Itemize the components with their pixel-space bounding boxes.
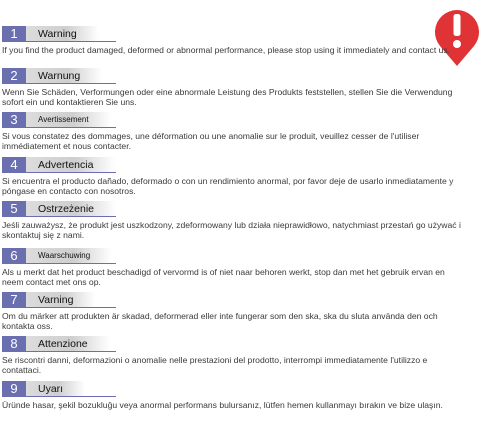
section-9 [2, 381, 472, 410]
section-header [2, 68, 472, 84]
section-heading: Attenzione [26, 336, 110, 352]
section-text: Als u merkt dat het product beschadigd of vervormd is of niet naar behoren werkt, stop dan met het gebruik ervan en neem contact met ons op. [2, 267, 445, 287]
section-header [2, 292, 472, 308]
heading-underline [26, 83, 116, 84]
section-text: Se riscontri danni, deformazioni o anomalie nelle prestazioni del prodotto, interrompi immediatamente l'utilizzo e contattaci. [2, 355, 428, 375]
heading-underline [26, 263, 116, 264]
section-number: 8 [2, 336, 26, 352]
section-4 [2, 157, 472, 196]
section-number: 9 [2, 381, 26, 397]
section-number: 4 [2, 157, 26, 173]
heading-underline [26, 396, 116, 397]
section-text: Üründe hasar, şekil bozukluğu veya anormal performans bulursanız, lütfen hemen kullanmayı bırakın ve bize ulaşın. [2, 400, 443, 410]
section-header [2, 26, 472, 42]
section-text: Jeśli zauważysz, że produkt jest uszkodzony, zdeformowany lub działa nieprawidłowo, natychmiast przestań go używać i skontaktuj się z nami. [2, 220, 461, 240]
section-text: Si encuentra el producto dañado, deformado o con un rendimiento anormal, por favor deje de usarlo inmediatamente y póngase en contacto con nosotros. [2, 176, 454, 196]
section-heading: Waarschuwing [26, 248, 112, 264]
heading-underline [26, 307, 116, 308]
section-3 [2, 112, 472, 151]
section-6 [2, 248, 472, 287]
section-header [2, 381, 472, 397]
section-heading: Uyarı [26, 381, 85, 397]
section-header [2, 157, 472, 173]
section-2 [2, 68, 472, 107]
section-text: Wenn Sie Schäden, Verformungen oder eine abnormale Leistung des Produkts feststellen, stellen Sie die Verwendung sofort ein und kontaktieren Sie uns. [2, 87, 453, 107]
section-heading: Ostrzeżenie [26, 201, 116, 217]
section-5 [2, 201, 472, 240]
section-text: Si vous constatez des dommages, une déformation ou une anomalie sur le produit, veuillez cesser de l'utiliser immédiatement et nous contacter. [2, 131, 420, 151]
section-heading: Warning [26, 26, 99, 42]
section-header [2, 336, 472, 352]
section-header [2, 112, 472, 128]
section-number: 6 [2, 248, 26, 264]
section-text: Om du märker att produkten är skadad, deformerad eller inte fungerar som den ska, ska du sluta använda den och kontakta oss. [2, 311, 438, 331]
section-8 [2, 336, 472, 375]
section-number: 5 [2, 201, 26, 217]
section-header [2, 201, 472, 217]
heading-underline [26, 172, 116, 173]
section-header [2, 248, 472, 264]
section-heading: Warnung [26, 68, 102, 84]
section-number: 3 [2, 112, 26, 128]
section-number: 7 [2, 292, 26, 308]
heading-underline [26, 127, 116, 128]
section-number: 1 [2, 26, 26, 42]
heading-underline [26, 351, 116, 352]
section-heading: Avertissement [26, 112, 111, 128]
heading-underline [26, 41, 116, 42]
section-number: 2 [2, 68, 26, 84]
section-heading: Varning [26, 292, 95, 308]
section-7 [2, 292, 472, 331]
heading-underline [26, 216, 116, 217]
section-heading: Advertencia [26, 157, 115, 173]
section-1 [2, 26, 472, 55]
section-text: If you find the product damaged, deformed or abnormal performance, please stop using it immediately and contact us. [2, 45, 451, 55]
